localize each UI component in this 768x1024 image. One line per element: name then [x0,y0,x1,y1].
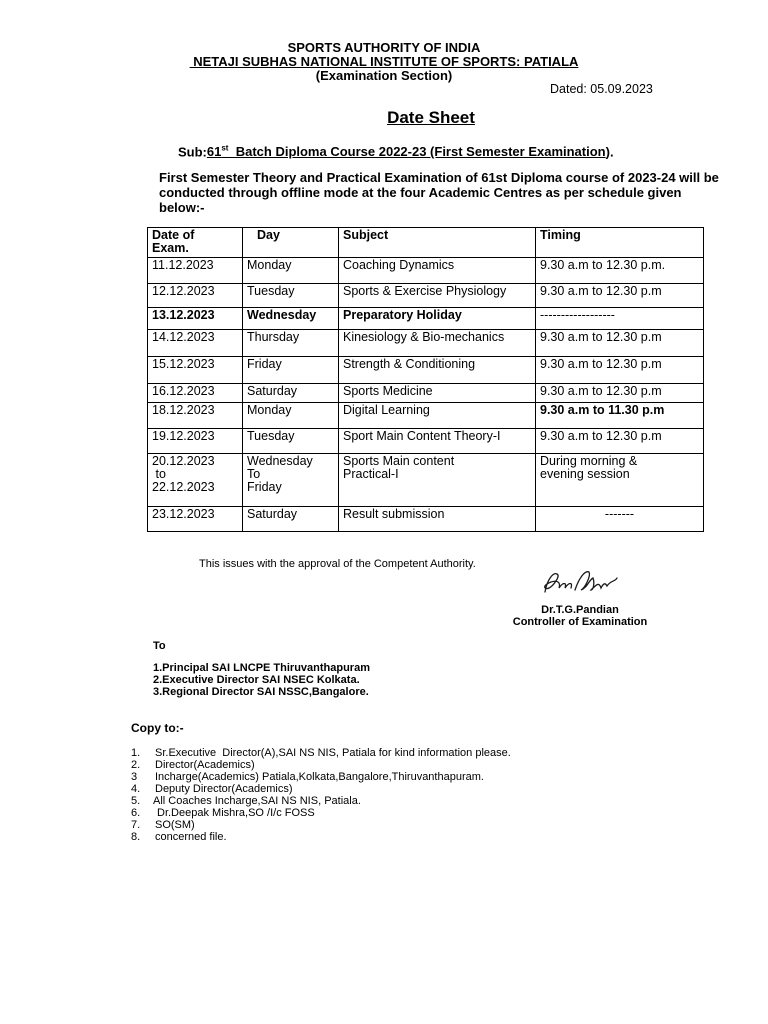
header-date [148,228,243,258]
copy-list [131,747,511,843]
section-name: (Examination Section) [315,68,453,83]
table-row [148,258,704,284]
cell-timing: 9.30 a.m to 11.30 p.m [536,403,704,429]
cell-subject: Sports & Exercise Physiology [339,284,536,308]
list-item [131,831,511,843]
table-row [148,403,704,429]
list-item [131,783,511,795]
subject-num: 61 [206,144,222,160]
cell-timing: 9.30 a.m to 12.30 p.m. [536,258,704,284]
cell-timing-l2: evening session [540,467,630,481]
list-item [131,819,511,831]
date-sheet-table [147,227,704,532]
list-text: concerned file. [155,831,227,843]
list-item [131,747,511,759]
list-num: 3 [131,771,138,783]
list-num: 6. [131,807,141,819]
list-num: 8. [131,831,141,843]
list-text: Sr.Executive Director(A),SAI NS NIS, Patiala for kind information please. [155,747,511,759]
cell-timing: 9.30 a.m to 12.30 p.m [536,429,704,454]
table-row [148,357,704,384]
table-row [148,507,704,532]
signer-name: Dr.T.G.Pandian [541,604,619,616]
cell-timing: 9.30 a.m to 12.30 p.m [536,384,704,403]
cell-subject: Result submission [339,507,536,532]
list-text: Dr.Deepak Mishra,SO /I/c FOSS [157,807,315,819]
table-header-row [148,228,704,258]
header-date-l2: Exam. [152,241,189,255]
cell-date: 15.12.2023 [148,357,243,384]
org-name: SPORTS AUTHORITY OF INDIA [287,40,481,55]
list-text: Director(Academics) [155,759,255,771]
list-item [131,807,511,819]
institute-name-text: NETAJI SUBHAS NATIONAL INSTITUTE OF SPORTS: PATIALA [189,54,579,69]
list-item [131,759,511,771]
cell-day-l1: Wednesday [247,454,313,468]
to-label: To [153,640,166,652]
list-item: 3.Regional Director SAI NSSC,Bangalore. [153,686,369,698]
cell-date: 12.12.2023 [148,284,243,308]
subject-body [207,144,606,159]
cell-date-l3: 22.12.2023 [152,480,215,494]
cell-subject: Preparatory Holiday [339,308,536,330]
cell-subject: Sports Medicine [339,384,536,403]
cell-date [148,454,243,507]
cell-date-l2: to [152,467,166,481]
list-num: 1. [131,747,141,759]
signer-designation: Controller of Examination [512,616,648,628]
list-item: 2.Executive Director SAI NSEC Kolkata. [153,674,360,686]
cell-subject: Digital Learning [339,403,536,429]
cell-date: 13.12.2023 [148,308,243,330]
header-subject: Subject [339,228,536,258]
cell-subject-l2: Practical-I [343,467,399,481]
to-list [153,662,370,698]
subject-end: ). [605,144,614,160]
list-item [131,795,511,807]
cell-timing-l1: During morning & [540,454,638,468]
cell-date: 23.12.2023 [148,507,243,532]
cell-date: 19.12.2023 [148,429,243,454]
list-item: 1.Principal SAI LNCPE Thiruvanthapuram [153,662,370,674]
cell-subject-l1: Sports Main content [343,454,455,468]
cell-timing: ------- [536,507,704,532]
cell-day: Tuesday [243,284,339,308]
cell-date: 11.12.2023 [148,258,243,284]
cell-day: Saturday [243,384,339,403]
cell-subject: Strength & Conditioning [339,357,536,384]
intro-paragraph: First Semester Theory and Practical Examination of 61st Diploma course of 2023-24 will be conducted through offline mode at the four Academic Centres as per schedule given below:- [159,170,719,215]
cell-day [243,454,339,507]
cell-day: Wednesday [243,308,339,330]
cell-timing: 9.30 a.m to 12.30 p.m [536,330,704,357]
copy-to-label: Copy to:- [131,721,184,735]
subject-sup: st [221,144,229,153]
subject-line [178,144,614,159]
cell-day: Thursday [243,330,339,357]
list-text: SO(SM) [155,819,195,831]
cell-day: Friday [243,357,339,384]
cell-day: Saturday [243,507,339,532]
list-num: 4. [131,783,141,795]
table-row [148,308,704,330]
cell-date: 14.12.2023 [148,330,243,357]
cell-date-l1: 20.12.2023 [152,454,215,468]
cell-date: 18.12.2023 [148,403,243,429]
dated: Dated: 05.09.2023 [550,82,653,96]
cell-timing: 9.30 a.m to 12.30 p.m [536,284,704,308]
list-num: 5. [131,795,141,807]
table-row [148,454,704,507]
cell-day-l3: Friday [247,480,282,494]
cell-day-l2: To [247,467,261,481]
page-title: Date Sheet [387,108,475,127]
cell-subject: Sport Main Content Theory-I [339,429,536,454]
table-row [148,330,704,357]
cell-timing [536,454,704,507]
cell-subject [339,454,536,507]
cell-day: Monday [243,403,339,429]
subject-rest: Batch Diploma Course 2022-23 (First Semester Examination [228,144,606,160]
list-item [131,771,511,783]
signature-image [535,566,635,602]
approval-note: This issues with the approval of the Competent Authority. [199,558,476,570]
table-row [148,284,704,308]
header-date-l1: Date of [152,228,195,242]
cell-timing: ------------------ [536,308,704,330]
cell-date: 16.12.2023 [148,384,243,403]
cell-day: Tuesday [243,429,339,454]
institute-name [0,54,768,69]
subject-prefix: Sub: [178,144,207,160]
table-row [148,429,704,454]
table-row [148,384,704,403]
list-text: All Coaches Incharge,SAI NS NIS, Patiala. [153,795,361,807]
list-text: Deputy Director(Academics) [155,783,293,795]
cell-day: Monday [243,258,339,284]
cell-subject: Coaching Dynamics [339,258,536,284]
signer-block [460,604,700,628]
header-day: Day [243,228,339,258]
header-timing: Timing [536,228,704,258]
list-num: 7. [131,819,141,831]
list-num: 2. [131,759,141,771]
cell-subject: Kinesiology & Bio-mechanics [339,330,536,357]
list-text: Incharge(Academics) Patiala,Kolkata,Bangalore,Thiruvanthapuram. [155,771,484,783]
cell-timing: 9.30 a.m to 12.30 p.m [536,357,704,384]
